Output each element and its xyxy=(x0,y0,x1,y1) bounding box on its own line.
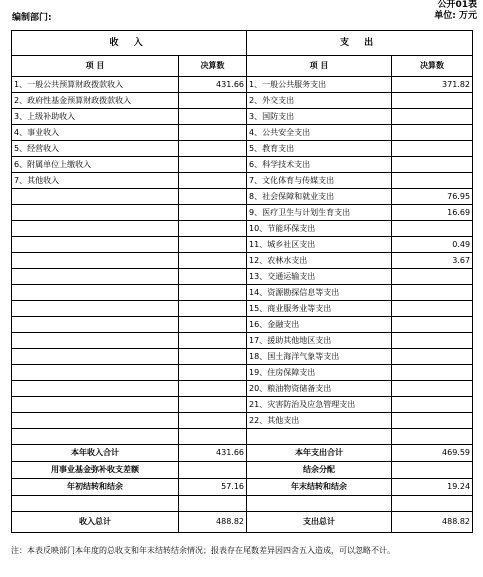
income-item xyxy=(12,413,179,429)
income-item xyxy=(12,205,179,221)
income-section-title: 收 入 xyxy=(12,31,247,56)
grand-total-row xyxy=(12,512,473,533)
income-amount xyxy=(179,397,247,413)
table-row xyxy=(12,397,473,413)
table-row xyxy=(12,365,473,381)
spacer-row xyxy=(12,496,473,512)
table-row xyxy=(12,109,473,125)
income-amount xyxy=(179,301,247,317)
fund-gap-value xyxy=(179,462,247,479)
unit-label: 单位: 万元 xyxy=(434,11,477,21)
expense-amount xyxy=(392,285,473,301)
income-amount-header: 决算数 xyxy=(179,56,247,77)
expense-amount xyxy=(392,125,473,141)
expense-amount xyxy=(392,413,473,429)
expense-item: 7、文化体育与传媒支出 xyxy=(247,173,392,189)
income-amount xyxy=(179,381,247,397)
annual-total-row xyxy=(12,445,473,462)
income-amount xyxy=(179,349,247,365)
expense-item: 8、社会保障和就业支出 xyxy=(247,189,392,205)
table-row xyxy=(12,157,473,173)
table-row xyxy=(12,269,473,285)
expense-item: 11、城乡社区支出 xyxy=(247,237,392,253)
income-item xyxy=(12,189,179,205)
expense-amount: 16.69 xyxy=(392,205,473,221)
expense-item: 6、科学技术支出 xyxy=(247,157,392,173)
expense-amount xyxy=(392,157,473,173)
income-item xyxy=(12,285,179,301)
expense-item: 19、住房保障支出 xyxy=(247,365,392,381)
expense-amount xyxy=(392,317,473,333)
expense-amount xyxy=(392,93,473,109)
dept-label: 编制部门: xyxy=(12,13,52,23)
expense-item: 16、金融支出 xyxy=(247,317,392,333)
begin-carryover-label: 年初结转和结余 xyxy=(12,479,179,496)
income-item xyxy=(12,253,179,269)
expense-item: 17、援助其他地区支出 xyxy=(247,333,392,349)
income-item xyxy=(12,397,179,413)
income-amount xyxy=(179,285,247,301)
income-item: 6、附属单位上缴收入 xyxy=(12,157,179,173)
income-item: 4、事业收入 xyxy=(12,125,179,141)
expense-amount-header: 决算数 xyxy=(392,56,473,77)
expense-item: 20、粮油物资储备支出 xyxy=(247,381,392,397)
table-row xyxy=(12,77,473,93)
expense-item: 12、农林水支出 xyxy=(247,253,392,269)
expense-amount: 76.95 xyxy=(392,189,473,205)
expense-amount xyxy=(392,141,473,157)
expense-section-title: 支 出 xyxy=(247,31,473,56)
income-amount xyxy=(179,157,247,173)
column-header-row xyxy=(12,56,473,77)
income-item xyxy=(12,349,179,365)
expense-item: 13、交通运输支出 xyxy=(247,269,392,285)
expense-amount xyxy=(392,301,473,317)
expense-total-value: 469.59 xyxy=(392,445,473,462)
table-row xyxy=(12,381,473,397)
income-item xyxy=(12,301,179,317)
expense-amount xyxy=(392,173,473,189)
report-body xyxy=(12,31,473,533)
income-item: 1、一般公共预算财政拨款收入 xyxy=(12,77,179,93)
expense-item: 22、其他支出 xyxy=(247,413,392,429)
table-row xyxy=(12,125,473,141)
income-item xyxy=(12,317,179,333)
expense-sum-label: 支出总计 xyxy=(247,512,392,533)
expense-item: 4、公共安全支出 xyxy=(247,125,392,141)
income-item xyxy=(12,237,179,253)
expense-amount xyxy=(392,109,473,125)
income-amount xyxy=(179,413,247,429)
table-row xyxy=(12,237,473,253)
income-amount xyxy=(179,333,247,349)
expense-amount xyxy=(392,397,473,413)
carryover-row xyxy=(12,479,473,496)
table-row xyxy=(12,173,473,189)
income-total-label: 本年收入合计 xyxy=(12,445,179,462)
income-amount xyxy=(179,109,247,125)
income-item: 5、经营收入 xyxy=(12,141,179,157)
table-row xyxy=(12,301,473,317)
income-amount xyxy=(179,205,247,221)
budget-report-table xyxy=(11,30,473,533)
income-amount xyxy=(179,365,247,381)
expense-item-header: 项 目 xyxy=(247,56,392,77)
income-amount xyxy=(179,173,247,189)
expense-item: 5、教育支出 xyxy=(247,141,392,157)
begin-carryover-value: 57.16 xyxy=(179,479,247,496)
table-row xyxy=(12,253,473,269)
table-row xyxy=(12,285,473,301)
income-item: 7、其他收入 xyxy=(12,173,179,189)
expense-amount xyxy=(392,365,473,381)
table-row xyxy=(12,413,473,429)
expense-item: 10、节能环保支出 xyxy=(247,221,392,237)
table-row xyxy=(12,317,473,333)
form-header xyxy=(434,0,477,22)
expense-amount xyxy=(392,349,473,365)
income-sum-label: 收入总计 xyxy=(12,512,179,533)
income-item xyxy=(12,365,179,381)
income-amount xyxy=(179,317,247,333)
section-header-row xyxy=(12,31,473,56)
fund-gap-row xyxy=(12,462,473,479)
income-amount: 431.66 xyxy=(179,77,247,93)
income-amount xyxy=(179,221,247,237)
surplus-dist-label: 结余分配 xyxy=(247,462,392,479)
income-amount xyxy=(179,93,247,109)
table-row xyxy=(12,189,473,205)
income-amount xyxy=(179,125,247,141)
expense-amount xyxy=(392,381,473,397)
surplus-dist-value xyxy=(392,462,473,479)
income-item xyxy=(12,221,179,237)
income-item: 2、政府性基金预算财政拨款收入 xyxy=(12,93,179,109)
expense-item: 14、资源勘探信息等支出 xyxy=(247,285,392,301)
expense-amount xyxy=(392,333,473,349)
expense-amount: 371.82 xyxy=(392,77,473,93)
income-item: 3、上级补助收入 xyxy=(12,109,179,125)
expense-amount: 3.67 xyxy=(392,253,473,269)
table-row xyxy=(12,349,473,365)
income-total-value: 431.66 xyxy=(179,445,247,462)
expense-item: 2、外交支出 xyxy=(247,93,392,109)
expense-sum-value: 488.82 xyxy=(392,512,473,533)
income-item xyxy=(12,333,179,349)
income-sum-value: 488.82 xyxy=(179,512,247,533)
spacer-row xyxy=(12,429,473,445)
income-item xyxy=(12,381,179,397)
income-amount xyxy=(179,269,247,285)
table-row xyxy=(12,93,473,109)
end-carryover-value: 19.24 xyxy=(392,479,473,496)
expense-amount xyxy=(392,221,473,237)
table-row xyxy=(12,205,473,221)
expense-item: 15、商业服务业等支出 xyxy=(247,301,392,317)
form-code: 公开01表 xyxy=(437,0,477,10)
end-carryover-label: 年末结转和结余 xyxy=(247,479,392,496)
table-row xyxy=(12,221,473,237)
expense-item: 1、一般公共服务支出 xyxy=(247,77,392,93)
income-amount xyxy=(179,237,247,253)
expense-item: 18、国土海洋气象等支出 xyxy=(247,349,392,365)
income-amount xyxy=(179,189,247,205)
table-row xyxy=(12,141,473,157)
table-row xyxy=(12,333,473,349)
fund-gap-label: 用事业基金弥补收支差额 xyxy=(12,462,179,479)
expense-item: 21、灾害防治及应急管理支出 xyxy=(247,397,392,413)
footnote: 注：本表反映部门本年度的总收支和年末结转结余情况；报表存在尾数差异因四舍五入造成，可以忽略不计。 xyxy=(11,546,395,555)
expense-amount xyxy=(392,269,473,285)
expense-item: 9、医疗卫生与计划生育支出 xyxy=(247,205,392,221)
income-item-header: 项 目 xyxy=(12,56,179,77)
expense-total-label: 本年支出合计 xyxy=(247,445,392,462)
income-amount xyxy=(179,253,247,269)
income-amount xyxy=(179,141,247,157)
expense-amount: 0.49 xyxy=(392,237,473,253)
expense-item: 3、国防支出 xyxy=(247,109,392,125)
income-item xyxy=(12,269,179,285)
